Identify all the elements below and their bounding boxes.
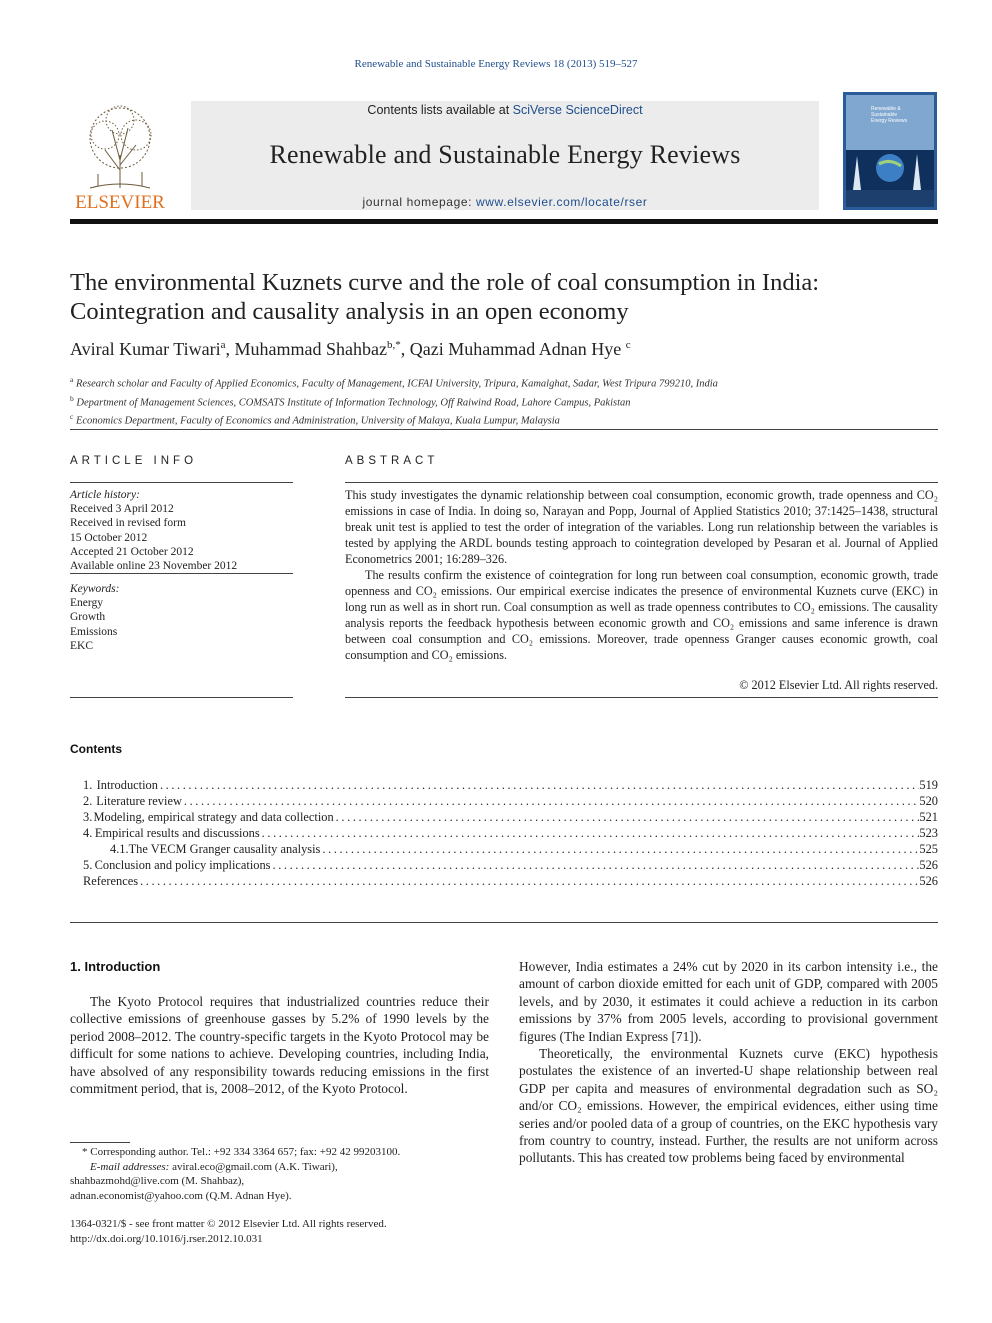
journal-citation[interactable]: Renewable and Sustainable Energy Reviews 18 (2013) 519–527 [354, 58, 638, 70]
affiliation-item: $^c$ Economics Department, Faculty of Economics and Administration, University of Malaya, Kuala Lumpur, Malaysia [70, 412, 560, 427]
divider [70, 482, 293, 483]
author-list: Aviral Kumar Tiwari$^a$, Muhammad Shahbaz$^{b,*}$, Qazi Muhammad Adnan Hye $^c$ [70, 339, 631, 359]
divider [70, 429, 938, 430]
history-item: Received 3 April 2012 [70, 503, 174, 516]
body-column-left [70, 993, 489, 1097]
email-link[interactable]: shahbazmohd@live.com (M. Shahbaz), [70, 1175, 245, 1187]
keyword-item: Emissions [70, 625, 118, 638]
svg-text:Sustainable: Sustainable [871, 112, 898, 118]
toc-entry[interactable]: 4. Empirical results and discussions ..... 523 [70, 825, 938, 841]
corresponding-author-note: * Corresponding author. Tel.: +92 334 3364 657; fax: +92 42 99203100. [82, 1146, 401, 1158]
abstract-paragraph: This study investigates the dynamic relationship between coal consumption, economic growth, trade openness and CO₂ emissions in case of India. In doing so, Narayan and Popp, Journal of Applied Statistics 2010; 37:1425–1438, structural break unit test is applied to test the order of integration of the variables. Long run relationship between the variables is tested by applying the ARDL bounds testing approach to cointegration developed by Pesaran et al. Journal of Applied Econometrics 2001; 16:289–326. [345, 488, 938, 566]
affiliations [70, 373, 938, 429]
journal-homepage-line: journal homepage: www.elsevier.com/locate/rser [362, 195, 648, 209]
keywords: Keywords: Energy Growth Emissions EKC [70, 582, 293, 653]
contents-heading: Contents [70, 742, 122, 756]
svg-text:Energy Reviews: Energy Reviews [871, 118, 908, 124]
doi-link[interactable]: http://dx.doi.org/10.1016/j.rser.2012.10.031 [70, 1232, 263, 1245]
journal-homepage-link[interactable]: www.elsevier.com/locate/rser [476, 195, 648, 209]
article-history: Article history: Received 3 April 2012 Received in revised form 15 October 2012 Accepted 21 October 2012 Available online 23 November 2012 [70, 488, 293, 573]
toc-entry[interactable]: 1. Introduction ..... 519 [70, 777, 938, 793]
history-item: Available online 23 November 2012 [70, 560, 238, 573]
author-name[interactable]: Muhammad Shahbaz [234, 339, 388, 359]
elsevier-logo [70, 100, 170, 212]
front-matter-info [70, 1217, 490, 1246]
copyright-notice: © 2012 Elsevier Ltd. All rights reserved. [739, 678, 938, 692]
author-affil-mark[interactable]: a [220, 339, 226, 351]
author-name[interactable]: Qazi Muhammad Adnan Hye [409, 339, 622, 359]
keyword-item: Growth [70, 611, 106, 624]
issn-line: 1364-0321/$ - see front matter © 2012 Elsevier Ltd. All rights reserved. [70, 1218, 387, 1230]
divider [70, 922, 938, 923]
header-rule [70, 219, 938, 224]
sciencedirect-link[interactable]: SciVerse ScienceDirect [512, 103, 643, 117]
author-name[interactable]: Aviral Kumar Tiwari [70, 339, 221, 359]
toc-entry[interactable]: References ..... 526 [70, 873, 938, 889]
history-item: 15 October 2012 [70, 531, 148, 544]
keyword-item: Energy [70, 597, 104, 610]
email-link[interactable]: aviral.eco@gmail.com (A.K. Tiwari), [172, 1160, 338, 1173]
toc-entry[interactable]: 3. Modeling, empirical strategy and data collection ..... 521 [70, 809, 938, 825]
journal-title: Renewable and Sustainable Energy Reviews [269, 140, 741, 169]
toc-entry[interactable]: 2. Literature review ..... 520 [70, 793, 938, 809]
divider [345, 697, 938, 698]
abstract-heading: ABSTRACT [345, 455, 439, 467]
divider [70, 573, 293, 574]
body-paragraph: The Kyoto Protocol requires that industrialized countries reduce their collective emissions of greenhouse gasses by 5.2% of 1990 levels by the period 2008–2012. The country-specific targets in the Kyoto Protocol may be difficult for some nations to achieve. Developing countries, including India, have absolved of any responsibility towards reducing emissions in the first commitment period, that is, 2008–2012, of the Kyoto Protocol. [70, 994, 489, 1097]
abstract-text [345, 487, 938, 663]
footnote-rule [70, 1142, 130, 1143]
contents-available-line: Contents lists available at SciVerse ScienceDirect [367, 103, 643, 117]
abstract-paragraph: The results confirm the existence of cointegration for long run between coal consumption, economic growth, trade openness and CO₂ emissions. Our empirical exercise indicates the presence of environmental Kuznets curve (EKC) in long run as well as in short run. Coal consumption as well as trade openness contributes to CO₂ emissions. The causality analysis reports the feedback hypothesis between economic growth and CO₂ emissions and same inference is drawn between coal consumption and CO₂ emissions. Moreover, trade openness Granger causes economic growth, coal consumption and CO₂ emissions. [345, 568, 938, 662]
article-title: The environmental Kuznets curve and the role of coal consumption in India: Cointegration and causality analysis in an open economy [70, 269, 820, 325]
history-item: Accepted 21 October 2012 [70, 545, 194, 558]
history-item: Received in revised form [70, 517, 186, 530]
affiliation-item: $^a$ Research scholar and Faculty of Applied Economics, Faculty of Management, ICFAI University, Tripura, Kamalghat, Sadar, West Tripura 799210, India [70, 375, 718, 390]
svg-text:ELSEVIER: ELSEVIER [75, 192, 165, 212]
body-column-right [519, 958, 938, 1167]
footnote: * Corresponding author. Tel.: +92 334 3364 657; fax: +92 42 99203100. E-mail addresses: aviral.eco@gmail.com (A.K. Tiwari), shahbazmohd@live.com (M. Shahbaz), adnan.economist@yahoo.com (Q.M. Adnan Hye). [70, 1145, 490, 1203]
article-info-heading: ARTICLE INFO [70, 455, 198, 467]
email-link[interactable]: adnan.economist@yahoo.com (Q.M. Adnan Hye). [70, 1189, 292, 1202]
body-paragraph: Theoretically, the environmental Kuznets curve (EKC) hypothesis postulates the existence of an inverted-U shape relationship between real GDP per capita and measures of environmental degradation such as SO₂ and/or CO₂ emissions. However, the empirical evidences, either using time series and/or pooled data of a group of countries, on the EKC hypothesis vary from country to country, instead. Further, the results are not uniform across pollutants. This has created tow problems being faced by environmental [519, 1046, 938, 1166]
divider [345, 482, 938, 483]
table-of-contents [70, 777, 938, 889]
affiliation-item: $^b$ Department of Management Sciences, COMSATS Institute of Information Technology, Off Raiwind Road, Lahore Campus, Pakistan [70, 393, 631, 408]
divider [70, 697, 293, 698]
author-affil-mark[interactable]: c [625, 339, 631, 351]
toc-entry[interactable]: 4.1. The VECM Granger causality analysis ..... 525 [70, 841, 938, 857]
toc-entry[interactable]: 5. Conclusion and policy implications ..... 526 [70, 857, 938, 873]
section-heading-introduction: 1. Introduction [70, 959, 161, 974]
author-affil-mark[interactable]: b,* [387, 339, 401, 351]
keyword-item: EKC [70, 639, 93, 652]
body-paragraph: However, India estimates a 24% cut by 2020 in its carbon intensity i.e., the amount of carbon dioxide emitted for each unit of GDP, compared with 2005 levels, and by 2030, it estimates it could achieve a reduction in its carbon emissions by 37% from 2005 levels, according to provisional government figures (The Indian Express [71]). [519, 959, 938, 1044]
journal-cover-image [843, 92, 937, 210]
svg-text:Renewable &: Renewable & [871, 106, 901, 112]
